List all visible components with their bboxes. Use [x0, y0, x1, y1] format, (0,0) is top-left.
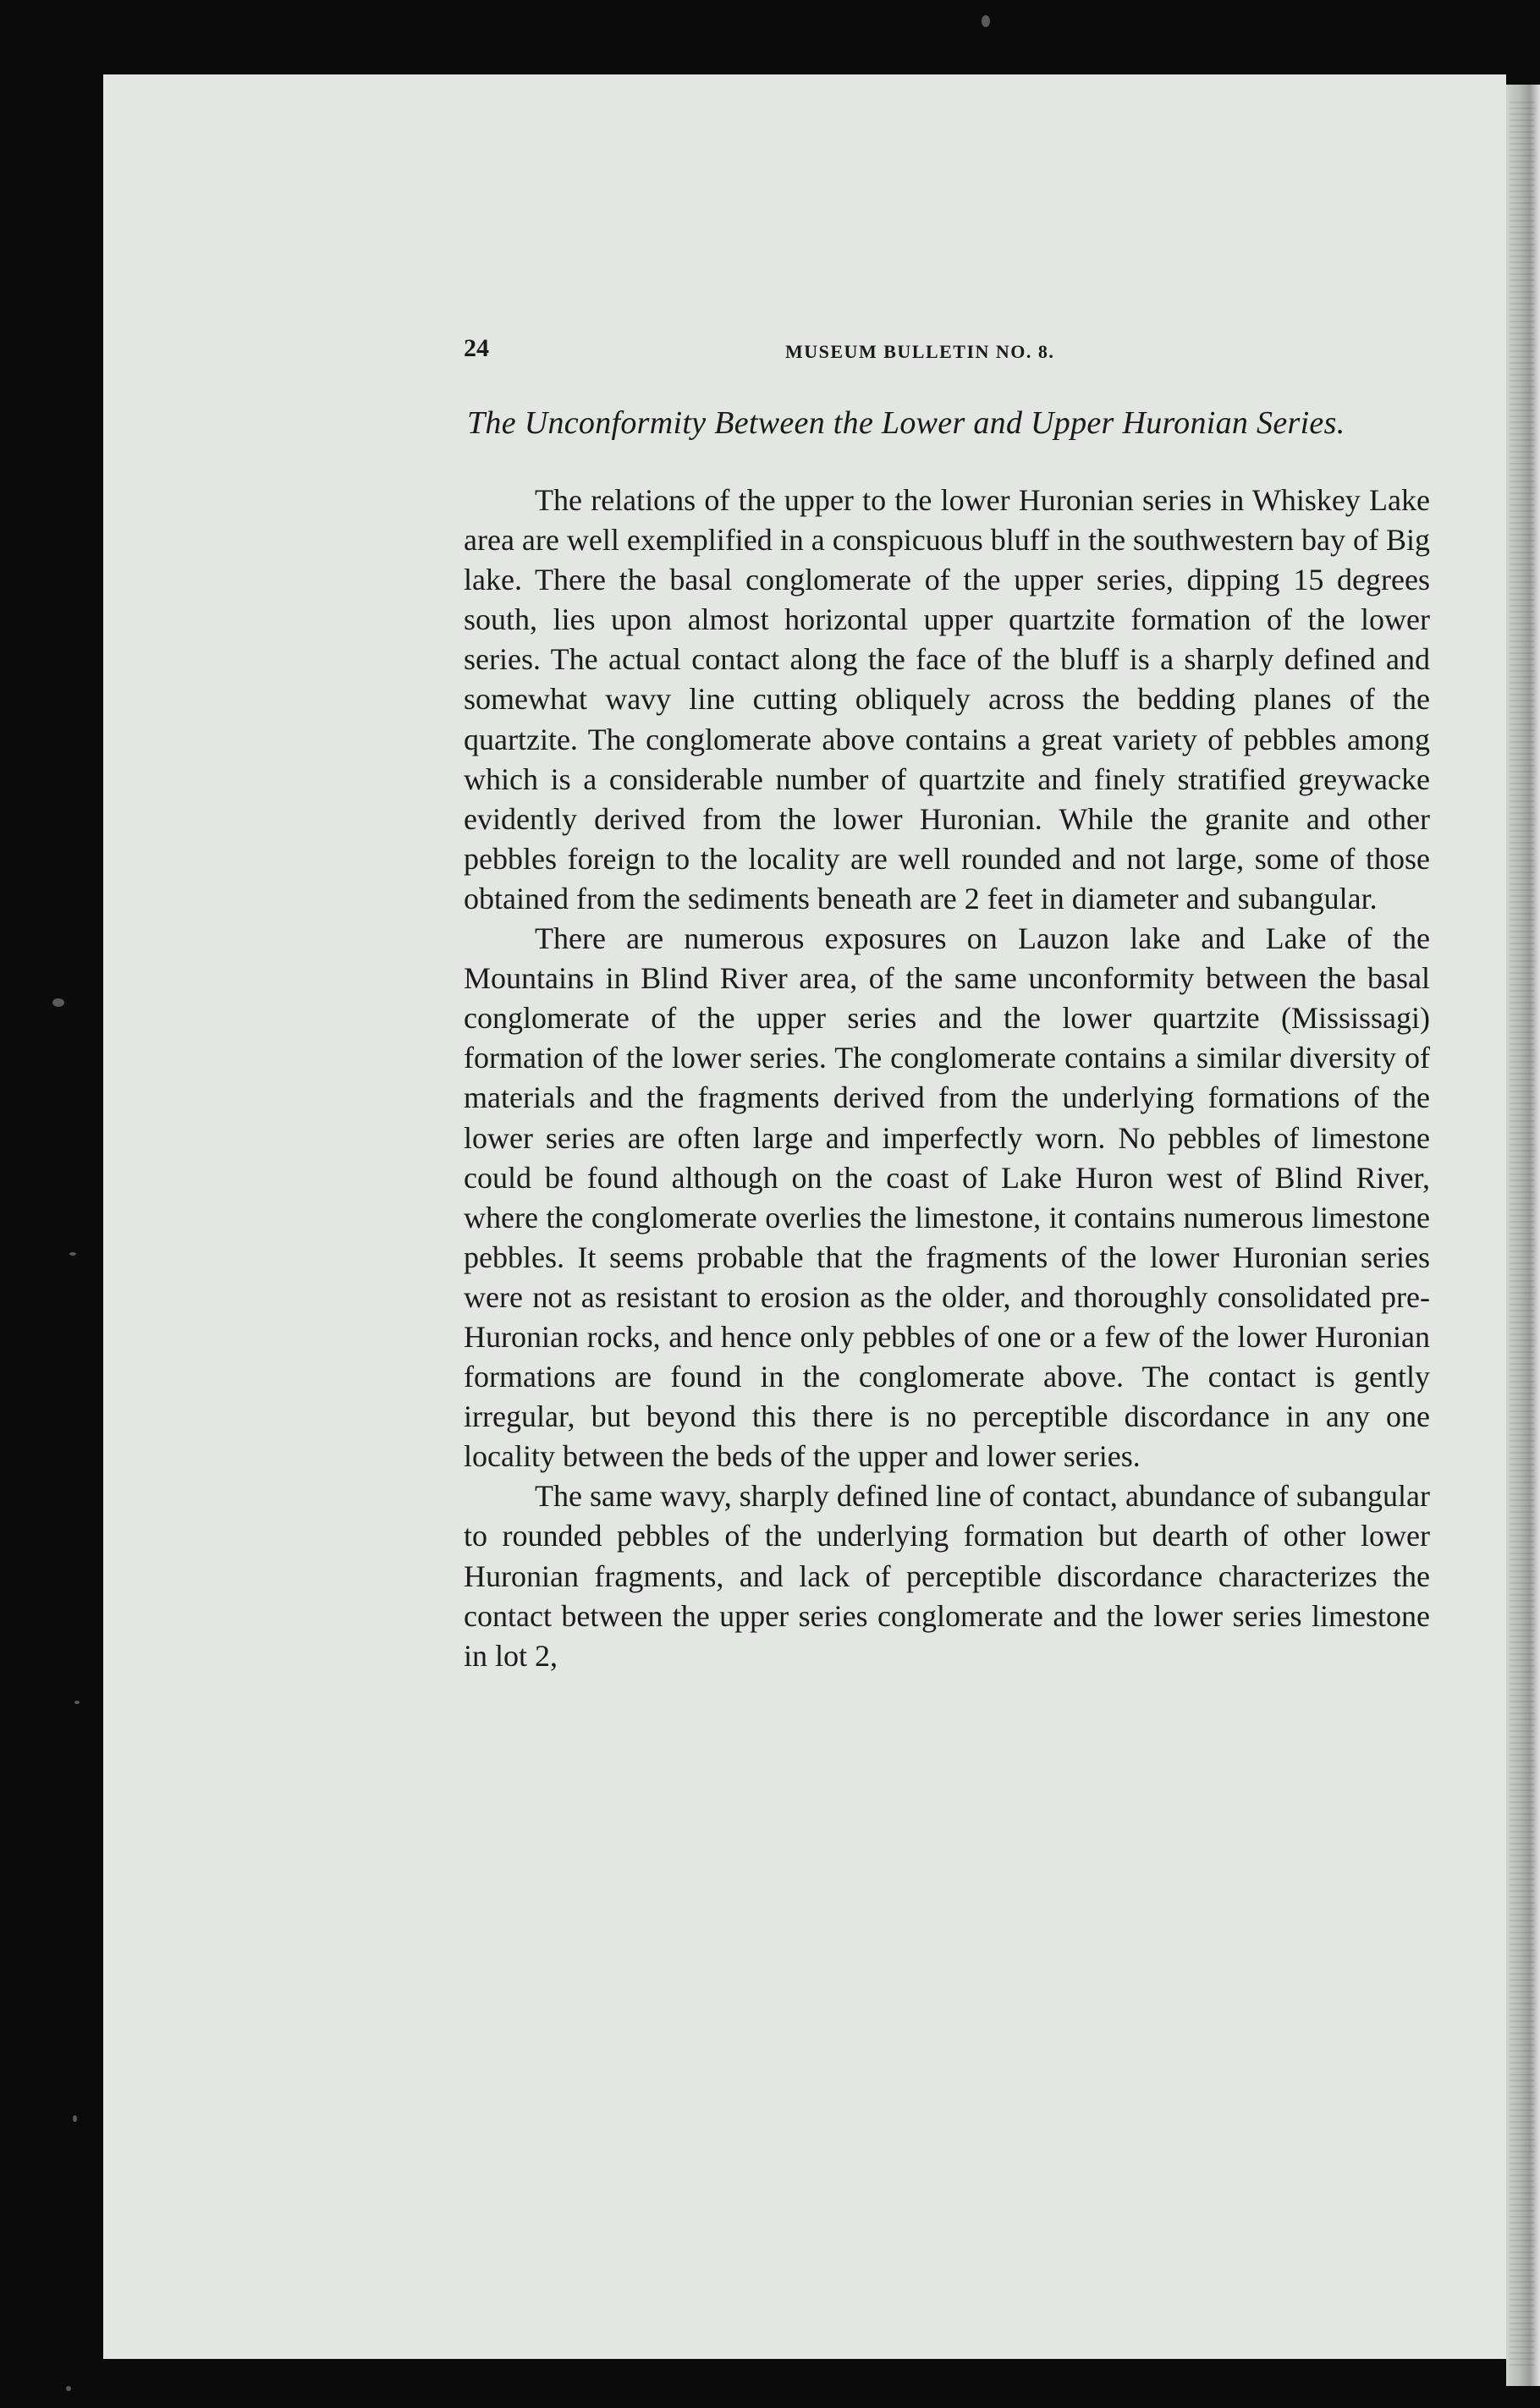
scan-speck: [69, 1252, 76, 1256]
scan-speck: [982, 15, 990, 27]
page-number: 24: [464, 334, 489, 362]
scan-speck: [74, 1701, 80, 1704]
page-stack-lines: [1510, 102, 1535, 2369]
paragraph: There are numerous exposures on Lauzon lake and Lake of the Mountains in Blind River area, of the same unconformity between the basal conglomerate of the upper series and the lower quartzite (Mississagi) formation of the lower series. The conglomerate contains a similar diversity of materials and the fragments derived from the underlying formations of the lower series are often large and imperfectly worn. No pebbles of limestone could be found although on the coast of Lake Huron west of Blind River, where the conglomerate overlies the limestone, it contains numerous limestone pebbles. It seems probable that the fragments of the lower Huronian series were not as resistant to erosion as the older, and thoroughly consolidated pre-Huronian rocks, and hence only pebbles of one or a few of the lower Huronian formations are found in the conglomerate above. The contact is gently irregular, but beyond this there is no perceptible discordance in any one locality between the beds of the upper and lower series.: [464, 921, 1430, 1474]
paragraph: The same wavy, sharply defined line of contact, abundance of subangular to rounded pebbles of the underlying formation but dearth of other lower Huronian fragments, and lack of perceptible discordance characterizes the contact between the upper series conglomerate and the lower series limestone in lot 2,: [464, 1479, 1430, 1673]
paragraph: The relations of the upper to the lower Huronian series in Whiskey Lake area are well exemplified in a conspicuous bluff in the southwestern bay of Big lake. There the basal conglomerate of the upper series, dipping 15 degrees south, lies upon almost horizontal upper quartzite formation of the lower series. The actual contact along the face of the bluff is a sharply defined and somewhat wavy line cutting obliquely across the bedding planes of the quartzite. The conglomerate above contains a great variety of pebbles among which is a considerable number of quartzite and finely stratified greywacke evidently derived from the lower Huronian. While the granite and other pebbles foreign to the locality are well rounded and not large, some of those obtained from the sediments beneath are 2 feet in diameter and subangular.: [464, 483, 1430, 915]
section-title: The Unconformity Between the Lower and Upper Huronian Series.: [467, 405, 1345, 441]
page-header: [464, 334, 1428, 368]
scan-speck: [66, 2386, 71, 2391]
body-text: [464, 481, 1430, 1676]
scan-speck: [52, 998, 64, 1007]
running-head: MUSEUM BULLETIN NO. 8.: [785, 341, 1055, 362]
scan-speck: [73, 2115, 77, 2122]
